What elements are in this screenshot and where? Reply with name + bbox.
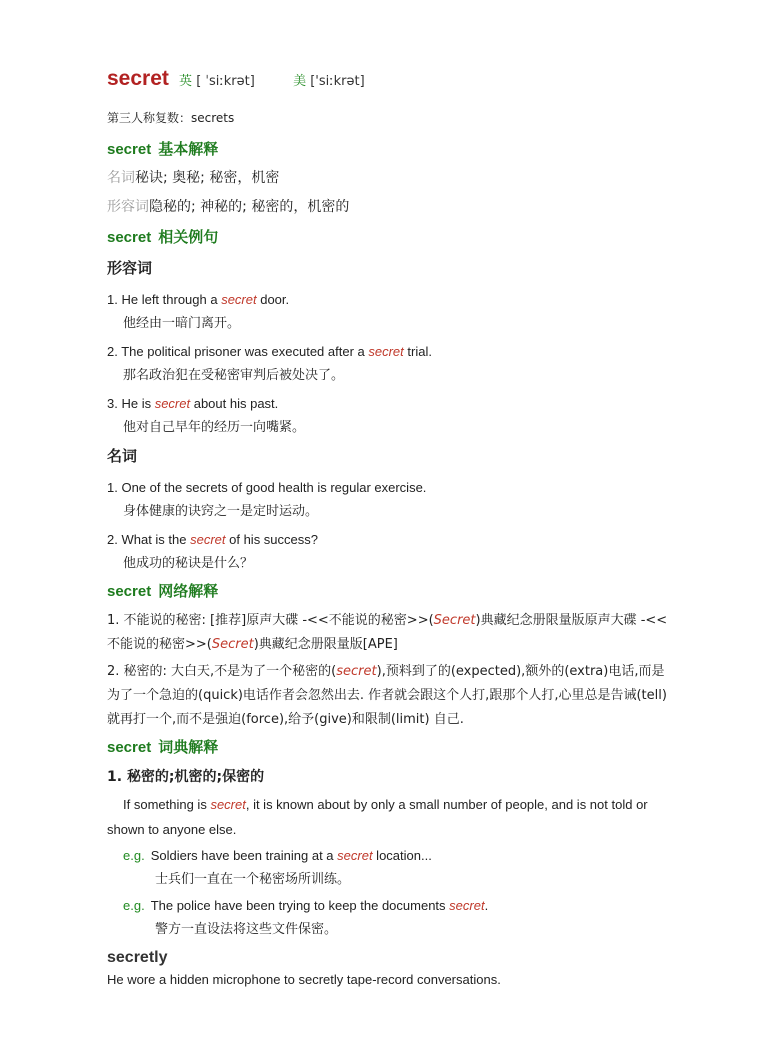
network-item: 1. 不能说的秘密: [推荐]原声大碟 -<<不能说的秘密>>(Secret)典藏纪念册限量版原声大碟 -<<不能说的秘密>>(Secret)典藏纪念册限量版[APE] xyxy=(107,613,668,652)
uk-phonetic: [ ˈsiːkrət] xyxy=(196,74,255,89)
network-heading: secret 网络解释 xyxy=(107,582,219,600)
network-item: 2. 秘密的: 大白天,不是为了一个秘密的(secret),预料到了的(expected),额外的(extra)电话,而是为了一个急迫的(quick)电话作者会忽然出去. 作者就会跟这个人打,跟那个人打,心里总是告诫(tell) 就再打一个,而不是强迫(force),给予(give)和限制(limit) 自己. xyxy=(107,664,667,727)
derived-example: He wore a hidden microphone to secretly tape-record conversations. xyxy=(107,972,501,987)
example-item: 1. He left through a secret door. 他经由一暗门离开。 xyxy=(107,292,290,331)
examples-heading: secret 相关例句 xyxy=(107,228,219,246)
derived-word: secretly xyxy=(107,949,168,966)
dict-example: e.g. The police have been trying to keep the documents secret. 警方一直设法将这些文件保密。 xyxy=(123,898,489,937)
basic-def-adj: 形容词隐秘的; 神秘的; 秘密的，机密的 xyxy=(107,199,350,215)
basic-heading: secret 基本解释 xyxy=(107,140,219,158)
dict-heading: secret 词典解释 xyxy=(107,738,219,756)
examples-pos-adj: 形容词 xyxy=(107,259,153,277)
dict-sense: 1. 秘密的;机密的;保密的 xyxy=(107,769,265,785)
dictionary-entry xyxy=(107,62,677,990)
us-label: 美 xyxy=(293,74,307,89)
example-item: 2. The political prisoner was executed after a secret trial. 那名政治犯在受秘密审判后被处决了。 xyxy=(107,344,432,383)
word-forms: 第三人称复数：secrets xyxy=(107,111,235,125)
example-item: 3. He is secret about his past. 他对自己早年的经历一向嘴紧。 xyxy=(107,396,306,435)
dict-definition: If something is secret, it is known about by only a small number of people, and is not told or shown to anyone else. xyxy=(107,797,648,837)
dict-example: e.g. Soldiers have been training at a secret location... 士兵们一直在一个秘密场所训练。 xyxy=(123,848,432,887)
basic-def-noun: 名词秘诀; 奥秘; 秘密，机密 xyxy=(107,170,280,186)
uk-label: 英 xyxy=(179,74,193,89)
us-phonetic: ['siːkrət] xyxy=(310,74,365,89)
example-item: 1. One of the secrets of good health is regular exercise. 身体健康的诀窍之一是定时运动。 xyxy=(107,480,427,519)
headword: secret xyxy=(107,67,169,90)
entry-header xyxy=(107,62,677,96)
example-item: 2. What is the secret of his success? 他成功的秘诀是什么？ xyxy=(107,532,319,571)
examples-pos-noun: 名词 xyxy=(107,447,138,465)
